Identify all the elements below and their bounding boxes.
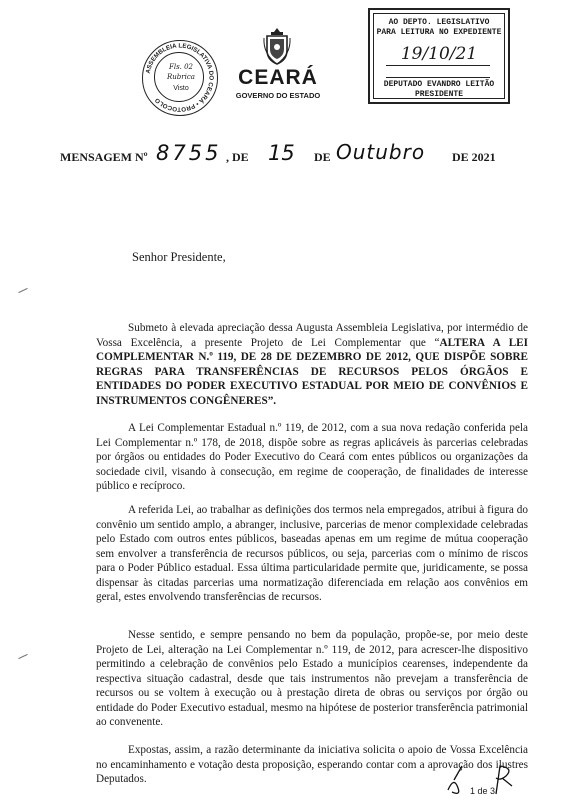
message-number: 8755 [156,141,222,165]
stamp-line-reading: PARA LEITURA NO EXPEDIENTE [376,28,502,37]
message-de-2: DE [314,150,331,164]
message-year: DE 2021 [452,150,496,164]
state-name: CEARÁ [238,66,318,89]
stamp-line-president: PRESIDENTE [414,90,463,99]
receipt-stamp [368,8,510,104]
message-label: MENSAGEM Nº [60,150,148,164]
stamp-date: 19/10/21 [400,44,478,64]
state-crest-icon [262,26,292,66]
paragraph-2: A Lei Complementar Estadual n.º 119, de 2012, com a sua nova redação conferida pela Lei Complementar n.º 178, de 2018, dispõe sobre as regras aplicáveis às parcerias celebradas por órgãos ou entidades do Poder Executivo do Ceará com entes públicos ou organizações da sociedade civil, visando à consecução, em regime de cooperação, de finalidades de interesse público e recíproco. [96,422,528,492]
salutation: Senhor Presidente, [132,250,226,264]
message-month: Outubro [336,140,426,164]
government-label: GOVERNO DO ESTADO [235,91,321,100]
paragraph-5: Expostas, assim, a razão determinante da iniciativa solicita o apoio de Vossa Excelência no encaminhamento e votação desta proposição, esperando contar com a aprovação dos ilustres Deputados. [96,744,528,785]
protocol-seal [142,40,218,116]
paragraph-1: Submeto à elevada apreciação dessa Augusta Assembleia Legislativa, por intermédio de Vossa Excelência, a presente Projeto de Lei Complementar que “ALTERA A LEI COMPLEMENTAR N.º 119, DE 28 DE DEZEMBRO DE 2012, QUE DISPÕE SOBRE REGRAS PARA TRANSFERÊNCIAS DE RECURSOS PELOS ÓRGÃOS E ENTIDADES DO PODER EXECUTIVO ESTADUAL POR MEIO DE CONVÊNIOS E INSTRUMENTOS CONGÊNERES”. [96,322,528,407]
seal-rubrica: Rubrica [167,73,195,81]
stamp-line-deputy: DEPUTADO EVANDRO LEITÃO [383,80,495,89]
seal-folha: Fls. 02 [168,63,194,71]
page-number: 1 de 3 [470,786,496,796]
svg-text:ASSEMBLEIA LEGISLATIVA DO CEAR: ASSEMBLEIA LEGISLATIVA DO CEARÁ • PROTOCOLO [144,42,215,113]
paragraph-3: A referida Lei, ao trabalhar as definições dos termos nela empregados, atribui à figura do convênio um sentido amplo, a abranger, inclusive, parcerias de menor complexidade celebradas pelo Estado com outros entes públicos, baseadas apenas em um regime de mútua cooperação sem envolver a transferência de recursos públicos, ou seja, parcerias com o mínimo de riscos para o Poder Público estadual. Essa última particularidade permite que, juridicamente, se possa dispensar às citadas parcerias uma normatização diferenciada em relação aos convênios em geral, estes envolvendo transferências de recursos. [96,504,528,603]
message-de-1: , DE [226,150,249,164]
stamp-line-department: AO DEPTO. LEGISLATIVO [388,18,490,27]
message-day: 15 [268,141,295,165]
paragraph-4: Nesse sentido, e sempre pensando no bem da população, propõe-se, por meio deste Projeto de Lei, alteração na Lei Complementar n.º 119, de 2012, para acrescer-lhe dispositivo permitindo a celebração de convênios pelo Estado a municípios cearenses, independente da respectiva situação cadastral, desde que tais instrumentos não prevejam a transferência de recursos ou se voltem à execução ou à prestação direta de obras ou serviços por órgão ou entidade do Poder Executivo estadual, mesmo na hipótese de posterior transferência patrimonial ao convenente. [96,629,528,728]
bill-title: ALTERA A LEI COMPLEMENTAR N.º 119, DE 28 DE DEZEMBRO DE 2012, QUE DISPÕE SOBRE REGRAS PARA TRANSFERÊNCIAS DE RECURSOS PELOS ÓRGÃOS E ENTIDADES DO PODER EXECUTIVO ESTADUAL POR MEIO DE CONVÊNIOS E INSTRUMENTOS CONGÊNERES [96,336,528,407]
seal-visto: Visto [173,85,189,92]
